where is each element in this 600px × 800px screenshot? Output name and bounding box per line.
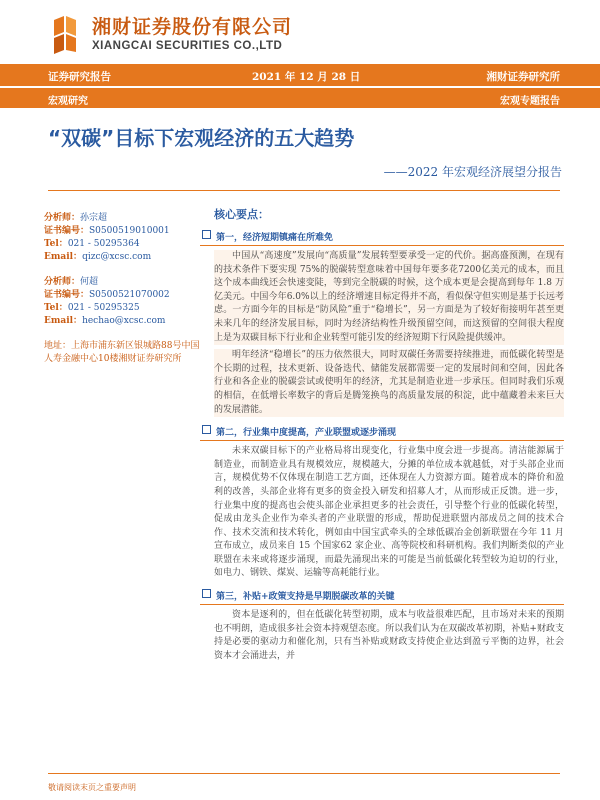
report-category: 证券研究报告 <box>48 71 111 83</box>
analyst-card <box>44 276 204 328</box>
report-type: 宏观专题报告 <box>500 96 560 107</box>
section-heading-text: 第三，补贴+政策支持是早期脱碳改革的关键 <box>216 592 395 603</box>
research-institute: 湘财证券研究所 <box>486 71 560 83</box>
paragraph: 未来双碳目标下的产业格局将出现变化，行业集中度会进一步提高。清洁能源属于制造业，而制造业具有规模效应，规模越大，分摊的单位成本就越低，对于头部企业而言，规模优势不仅体现在制造工艺方面，还体现在人力资源方面。随着成本的降价和盈利的改善，头部企业将有更多的资金投入研发和招募人才，从而形成正反馈。进一步，行业集中度的提高也会使头部企业承担更多的社会责任，引导整个行业的低碳化转型，促成由龙头企业作为牵头者的产业联盟的形成，帮助促进联盟内部成员之间的技术合作、技术交流和技术转化，例如由中国宝武牵头的全球低碳冶金创新联盟在今年 11 月宣布成立，成员来自 15 个国家62 家企业、高等院校和科研机构。我们判断类似的产业联盟在未来或将逐步涌现，而最先涌现出来的可能是当前低碳化转型较为迫切的行业，如电力、钢铁、煤炭、运输等高耗能行业。 <box>214 446 564 579</box>
brand-block <box>92 16 292 52</box>
checkbox-bullet-icon <box>202 230 211 239</box>
section-heading <box>200 587 564 605</box>
analyst-name: 孙宗超 <box>80 213 108 223</box>
research-type: 宏观研究 <box>48 96 88 107</box>
section-heading <box>200 228 564 246</box>
report-title: “双碳”目标下宏观经济的五大趋势 <box>48 126 355 150</box>
header-bar-primary <box>0 64 600 86</box>
title-divider <box>48 190 560 191</box>
analyst-label: 分析师： <box>44 277 81 287</box>
header-bar-secondary <box>0 88 600 108</box>
paragraph: 明年经济“稳增长”的压力依然很大，同时双碳任务需要持续推进，而低碳化转型是个长期的过程，技术更新、设备迭代、储能发展都需要一定的发展时间和空间，因此各行业和各企业的脱碳尝试或使明年的经济，尤其是制造业进一步承压。但同时我们乐观的相信，在低增长率数字的背后是腾笼换鸟的高质量发展的积淀，此中蕴藏着未来巨大的发展潜能。 <box>214 349 564 417</box>
email-label: Email： <box>44 316 83 326</box>
address-text: 上海市浦东新区银城路88号中国人寿金融中心10楼湘财证券研究所 <box>44 341 200 364</box>
section-1 <box>214 228 564 417</box>
footer-disclaimer: 敬请阅读末页之重要声明 <box>48 783 136 792</box>
analyst-label: 分析师： <box>44 213 81 223</box>
report-subtitle: ——2022 年宏观经济展望分报告 <box>383 165 562 179</box>
section-heading <box>200 423 564 441</box>
cert-number: S0500521070002 <box>89 290 170 300</box>
tel-label: Tel： <box>44 239 68 249</box>
brand-name-en: XIANGCAI SECURITIES CO.,LTD <box>92 40 283 52</box>
tel-number: 021 - 50295364 <box>67 239 140 249</box>
section-2 <box>214 423 564 581</box>
section-3 <box>214 587 564 663</box>
checkbox-bullet-icon <box>202 589 211 598</box>
tel-number: 021 - 50295325 <box>67 303 140 313</box>
brand-name-cn: 湘财证券股份有限公司 <box>92 16 293 38</box>
address-label: 地址： <box>44 341 72 351</box>
cert-label: 证书编号： <box>44 226 90 236</box>
report-date: 2021 年 12 月 28 日 <box>252 71 361 83</box>
section-heading-text: 第一，经济短期镇痛在所难免 <box>216 233 334 243</box>
paragraph: 中国从“高速度”发展向“高质量”发展转型要承受一定的代价。据高盛预测，在现有的技术条件下要实现 75%的脱碳转型意味着中国每年要多花7200亿美元的成本，而且这个成本曲线还会快速变陡，等到完全脱碳的时候，这个成本更是会提高到每年 1.8 万亿美元。中国今年6.0%以上的经济增速目标定得并不高，看似保守但实则是基于长远考虑。一方面今年的目标是“防风险”重于“稳增长”，另一方面是为了较好衔接明年甚至更未来几年的经济发展目标，同时为经济结构性升级预留空间，而这预留的空间很大程度上是为双碳目标下行业和企业转型可能引发的经济短期下行风险提供缓冲。 <box>214 250 564 345</box>
address-block <box>44 340 204 366</box>
company-logo <box>50 14 88 54</box>
tel-label: Tel： <box>44 303 68 313</box>
email-address[interactable]: qizc@xcsc.com <box>82 252 152 262</box>
footer-divider <box>48 773 560 774</box>
paragraph: 资本是逐利的，但在低碳化转型初期，成本与收益很难匹配，且市场对未来的预期也不明朗，造成很多社会资本持观望态度。所以我们认为在双碳改革初期，补贴+财政支持是必要的驱动力和催化剂，只有当补贴或财政支持使企业达到盈亏平衡的边界，社会资本才会涌进去，并 <box>214 610 564 661</box>
email-label: Email： <box>44 252 83 262</box>
section-heading-text: 第二，行业集中度提高，产业联盟或逐步涌现 <box>216 428 397 439</box>
key-points-title: 核心要点： <box>214 208 269 221</box>
cert-label: 证书编号： <box>44 290 90 300</box>
email-address[interactable]: hechao@xcsc.com <box>82 316 166 326</box>
analyst-card <box>44 212 204 264</box>
cert-number: S0500519010001 <box>89 226 170 236</box>
analyst-name: 何超 <box>80 277 99 287</box>
analyst-sidebar <box>44 212 204 366</box>
key-points-content <box>214 206 564 669</box>
checkbox-bullet-icon <box>202 425 211 434</box>
